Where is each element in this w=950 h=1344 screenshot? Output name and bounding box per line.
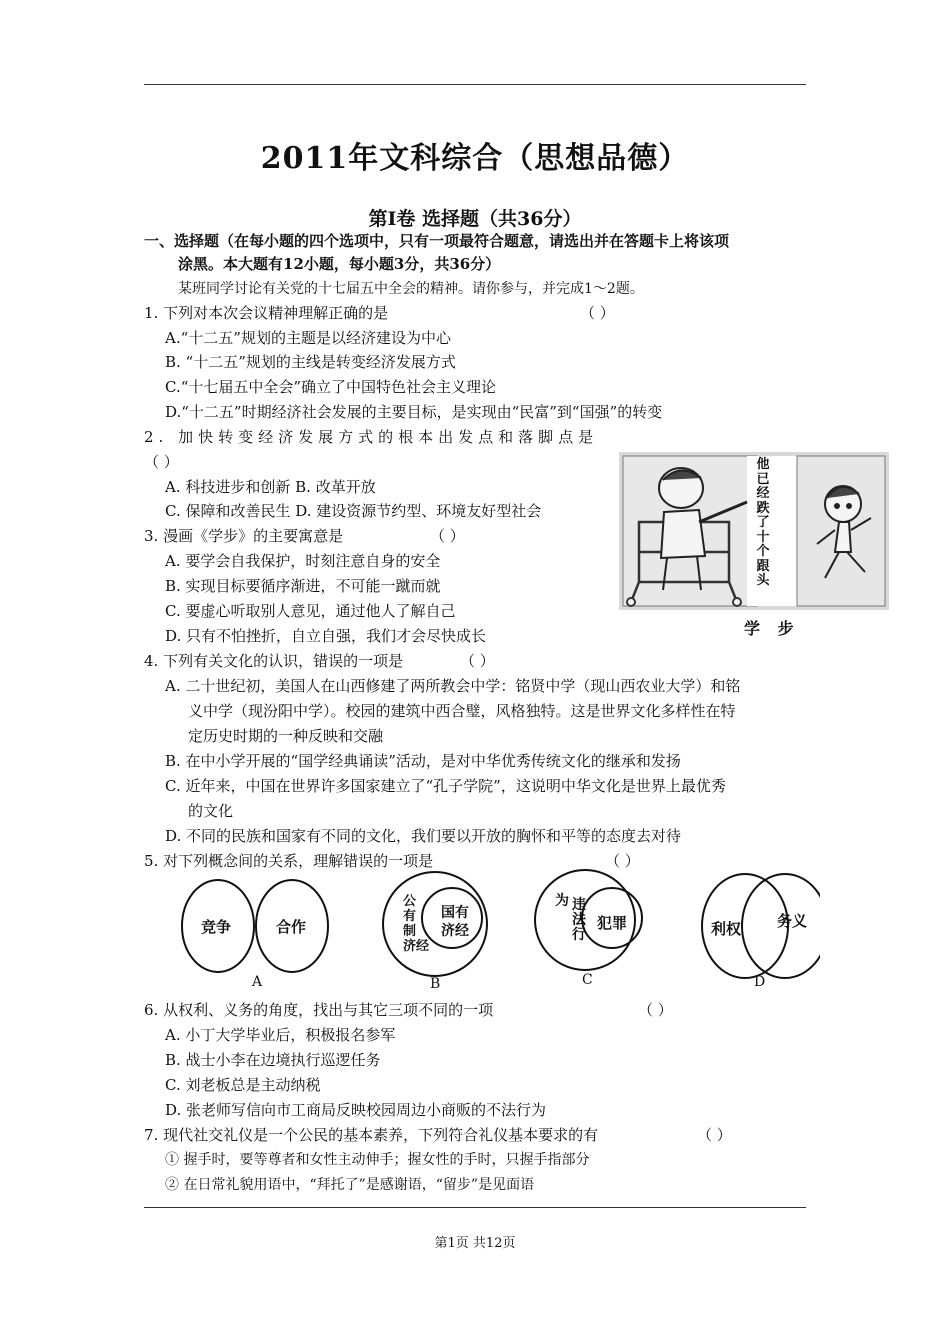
diagram-b-label: B <box>430 976 441 992</box>
diagram-d-right-label: 务义 <box>777 912 808 930</box>
question-3-answer-blank: （ ） <box>430 527 465 545</box>
question-2-stem: 2. 加快转变经济发展方式的根本出发点和落脚点是 <box>144 428 599 446</box>
instruction-line-2: 涂黑。本大题有12小题，每小题3分，共36分） <box>178 255 501 273</box>
cartoon-side-char: 跟 <box>756 558 770 574</box>
question-4-option-c-line-1: C. 近年来，中国在世界许多国家建立了“孔子学院”，这说明中华文化是世界上最优秀 <box>165 777 726 795</box>
diagram-c-label: C <box>582 972 593 988</box>
diagram-c-outer-text: 法 <box>572 912 586 928</box>
question-1-option-d: D.“十二五”时期经济社会发展的主要目标，是实现由“民富”到“国强”的转变 <box>165 403 663 421</box>
question-4-option-a-line-1: A. 二十世纪初，美国人在山西修建了两所教会中学：铭贤中学（现山西农业大学）和铭 <box>165 677 741 695</box>
question-7-stem: 7. 现代社交礼仪是一个公民的基本素养，下列符合礼仪基本要求的有 <box>144 1126 599 1144</box>
cartoon-side-char: 已 <box>756 471 770 487</box>
question-7-answer-blank: （ ） <box>697 1126 732 1144</box>
page-footer: 第1页 共12页 <box>434 1236 516 1251</box>
diagram-b-outer-circle <box>383 872 487 976</box>
diagram-b-outer-text: 制 <box>403 924 417 939</box>
cartoon-side-char: 跌 <box>756 500 770 516</box>
question-3-option-d: D. 只有不怕挫折，自立自强，我们才会尽快成长 <box>165 627 487 645</box>
diagram-c-outer-label <box>555 894 569 909</box>
question-1-option-c: C.“十七届五中全会”确立了中国特色社会主义理论 <box>165 378 497 396</box>
diagram-b-outer-text: 有 <box>403 909 417 924</box>
instruction-line-1: 一、选择题（在每小题的四个选项中，只有一项最符合题意，请选出并在答题卡上将该项 <box>144 232 730 250</box>
diagram-c-outer-text: 行 <box>572 927 586 943</box>
question-4-option-d: D. 不同的民族和国家有不同的文化，我们要以开放的胸怀和平等的态度去对待 <box>165 827 682 845</box>
question-1-stem: 1. 下列对本次会议精神理解正确的是 <box>144 304 389 322</box>
cartoon-side-text <box>755 458 771 589</box>
diagram-c-inner-label: 犯罪 <box>597 914 628 932</box>
question-1-answer-blank: （ ） <box>580 304 615 322</box>
question-2-options-ab: A. 科技进步和创新 B. 改革开放 <box>165 478 376 496</box>
diagram-a-left-label: 竞争 <box>201 918 232 936</box>
cartoon-caption: 学 步 <box>744 619 800 638</box>
diagram-c-outer-label-col <box>572 898 586 943</box>
question-4-answer-blank: （ ） <box>460 652 495 670</box>
question-3-stem: 3. 漫画《学步》的主要寓意是 <box>144 527 344 545</box>
question-4-stem: 4. 下列有关文化的认识，错误的一项是 <box>144 652 404 670</box>
diagram-a-right-label: 合作 <box>276 918 307 936</box>
bottom-rule <box>144 1207 806 1208</box>
diagram-d-label: D <box>754 974 766 990</box>
cartoon-side-char: 他 <box>756 457 770 472</box>
question-7-option-1: ① 握手时，要等尊者和女性主动伸手；握女性的手时，只握手指部分 <box>165 1152 590 1168</box>
question-5-stem: 5. 对下列概念间的关系，理解错误的一项是 <box>144 852 434 870</box>
question-3-option-a: A. 要学会自我保护，时刻注意自身的安全 <box>165 552 441 570</box>
diagram-c-outer-text: 违 <box>572 897 586 913</box>
diagram-c-outer-text: 为 <box>555 893 569 909</box>
diagram-b-outer-text: 公 <box>403 894 417 909</box>
cartoon-side-char: 了 <box>756 515 770 530</box>
cartoon-side-char: 经 <box>756 486 770 501</box>
question-6-option-a: A. 小丁大学毕业后，积极报名参军 <box>165 1026 396 1044</box>
cartoon-side-char: 个 <box>756 544 770 559</box>
question-2-answer-blank: （ ） <box>144 453 179 471</box>
question-3-option-b: B. 实现目标要循序渐进，不可能一蹴而就 <box>165 577 441 595</box>
intro-text: 某班同学讨论有关党的十七届五中全会的精神。请你参与，并完成1～2题。 <box>178 281 644 297</box>
diagram-b-inner-text: 国有 <box>441 905 469 921</box>
question-1-option-a: A.“十二五”规划的主题是以经济建设为中心 <box>165 329 451 347</box>
diagram-a-label: A <box>252 974 263 990</box>
question-2-options-cd: C. 保障和改善民生 D. 建设资源节约型、环境友好型社会 <box>165 502 542 520</box>
diagram-b-outer-label <box>403 894 433 954</box>
cartoon-learning-to-walk <box>619 452 889 610</box>
diagram-b-inner-text: 济经 <box>441 923 469 939</box>
question-6-option-b: B. 战士小李在边境执行巡逻任务 <box>165 1051 381 1069</box>
question-4-option-a-line-2: 义中学（现汾阳中学）。校园的建筑中西合璧，风格独特。这是世界文化多样性在特 <box>188 702 736 720</box>
question-5-answer-blank: （ ） <box>605 852 640 870</box>
question-6-option-d: D. 张老师写信向市工商局反映校园周边小商贩的不法行为 <box>165 1101 547 1119</box>
question-7-option-2: ② 在日常礼貌用语中，“拜托了”是感谢语，“留步”是见面语 <box>165 1177 535 1193</box>
cartoon-side-char: 十 <box>756 529 770 545</box>
question-6-option-c: C. 刘老板总是主动纳税 <box>165 1076 321 1094</box>
question-6-stem: 6. 从权利、义务的角度，找出与其它三项不同的一项 <box>144 1001 494 1019</box>
cartoon-side-char: 头 <box>756 573 770 588</box>
diagram-b-inner-label <box>441 904 469 940</box>
section-title: 第Ⅰ卷 选择题（共36分） <box>368 208 582 230</box>
question-1-option-b: B. “十二五”规划的主线是转变经济发展方式 <box>165 353 456 371</box>
top-rule <box>144 84 806 85</box>
question-4-option-b: B. 在中小学开展的“国学经典诵读”活动，是对中华优秀传统文化的继承和发扬 <box>165 752 681 770</box>
diagram-d-left-label: 利权 <box>711 920 742 938</box>
question-6-answer-blank: （ ） <box>638 1001 673 1019</box>
question-4-option-a-line-3: 定历史时期的一种反映和交融 <box>188 727 384 745</box>
page-title: 2011年文科综合（思想品德） <box>260 141 690 176</box>
question-4-option-c-line-2: 的文化 <box>188 802 234 820</box>
question-3-option-c: C. 要虚心听取别人意见，通过他人了解自己 <box>165 602 456 620</box>
diagram-b-outer-text: 济经 <box>403 939 430 954</box>
